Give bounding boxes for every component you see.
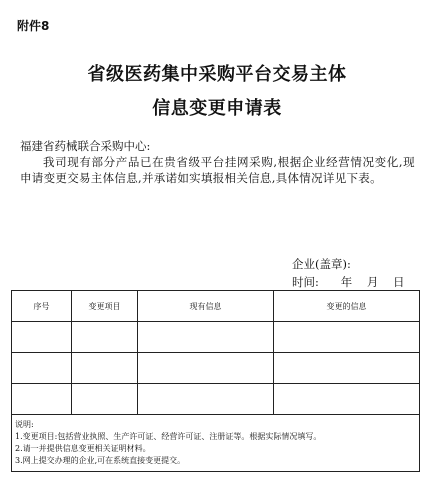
note-item: 3.网上提交办理的企业,可在系统直接变更提交。: [15, 456, 186, 465]
table-cell[interactable]: [274, 322, 420, 353]
table-cell[interactable]: [12, 353, 72, 384]
table-cell[interactable]: [12, 384, 72, 415]
application-paragraph: 我司现有部分产品已在贵省级平台挂网采购,根据企业经营情况变化,现申请变更交易主体信息,并承诺如实填报相关信息,具体情况详见下表。: [20, 155, 415, 185]
notes-heading: 说明:: [15, 420, 34, 429]
table-cell[interactable]: [72, 384, 138, 415]
table-cell[interactable]: [274, 353, 420, 384]
document-title-line2: 信息变更申请表: [152, 98, 282, 119]
note-item: 2.请一并提供信息变更相关证明材料。: [15, 444, 151, 453]
table-cell[interactable]: [72, 322, 138, 353]
table-row: [12, 322, 420, 353]
table-cell[interactable]: [138, 322, 274, 353]
table-cell[interactable]: [138, 384, 274, 415]
company-seal-label: 企业(盖章):: [292, 257, 351, 271]
header-changed-info: 变更的信息: [274, 291, 420, 322]
header-current-info: 现有信息: [138, 291, 274, 322]
table-cell[interactable]: [12, 322, 72, 353]
notes-row: [12, 415, 420, 472]
date-label: 时间: 年 月 日: [292, 275, 405, 289]
table-cell[interactable]: [72, 353, 138, 384]
table-row: [12, 384, 420, 415]
salutation: 福建省药械联合采购中心:: [20, 139, 151, 153]
table-row: [12, 353, 420, 384]
note-item: 1.变更项目:包括营业执照、生产许可证、经营许可证、注册证等。根据实际情况填写。: [15, 432, 322, 441]
table-header-row: [12, 291, 420, 322]
header-serial-number: 序号: [12, 291, 72, 322]
change-request-table: [11, 290, 420, 472]
attachment-label: 附件8: [17, 19, 50, 33]
document-title-line1: 省级医药集中采购平台交易主体: [87, 64, 347, 85]
header-change-item: 变更项目: [72, 291, 138, 322]
table-cell[interactable]: [274, 384, 420, 415]
notes-cell: [12, 415, 420, 472]
table-cell[interactable]: [138, 353, 274, 384]
